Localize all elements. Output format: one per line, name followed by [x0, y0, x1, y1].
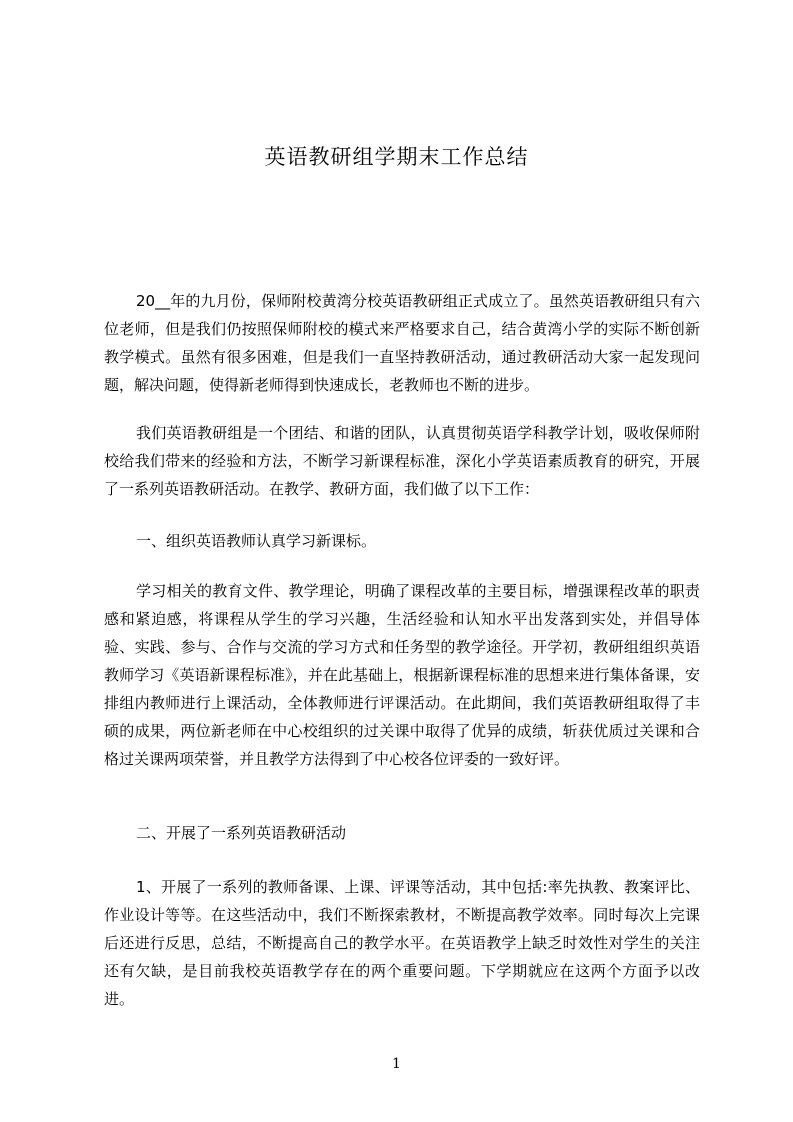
document-title: 英语教研组学期末工作总结	[264, 145, 529, 169]
section-heading-two: 二、开展了一系列英语教研活动	[136, 824, 347, 842]
page-number: 1	[392, 1056, 401, 1072]
curriculum-study-paragraph: 学习相关的教育文件、教学理论，明确了课程改革的主要目标，增强课程改革的职责感和紧迫感，将课程从学生的学习兴趣，生活经验和认知水平出发落到实处，并倡导体验、实践、参与、合作与交流的学习方式和任务型的教学途径。开学初，教研组组织英语教师学习《英语新课程标准》，并在此基础上，根据新课程标准的思想来进行集体备课，安排组内教师进行上课活动，全体教师进行评课活动。在此期间，我们英语教研组取得了丰硕的成果，两位新老师在中心校组织的过关课中取得了优异的成绩，斩获优质过关课和合格过关课两项荣誉，并且教学方法得到了中心校各位评委的一致好评。	[104, 582, 700, 768]
section-heading-one: 一、组织英语教师认真学习新课标。	[136, 532, 377, 550]
intro-paragraph: 20__年的九月份，保师附校黄湾分校英语教研组正式成立了。虽然英语教研组只有六位老师，但是我们仍按照保师附校的模式来严格要求自己，结合黄湾小学的实际不断创新教学模式。虽然有很多困难，但是我们一直坚持教研活动，通过教研活动大家一起发现问题，解决问题，使得新老师得到快速成长，老教师也不断的进步。	[104, 292, 700, 394]
team-paragraph: 我们英语教研组是一个团结、和谐的团队，认真贯彻英语学科教学计划，吸收保师附校给我们带来的经验和方法，不断学习新课程标准，深化小学英语素质教育的研究，开展了一系列英语教研活动。在教学、教研方面，我们做了以下工作：	[104, 424, 700, 498]
activities-paragraph: 1、开展了一系列的教师备课、上课、评课等活动，其中包括:率先执教、教案评比、作业设计等等。在这些活动中，我们不断探索教材，不断提高教学效率。同时每次上完课后还进行反思，总结，不断提高自己的教学水平。在英语教学上缺乏时效性对学生的关注还有欠缺，是目前我校英语教学存在的两个重要问题。下学期就应在这两个方面予以改进。	[104, 878, 700, 1008]
